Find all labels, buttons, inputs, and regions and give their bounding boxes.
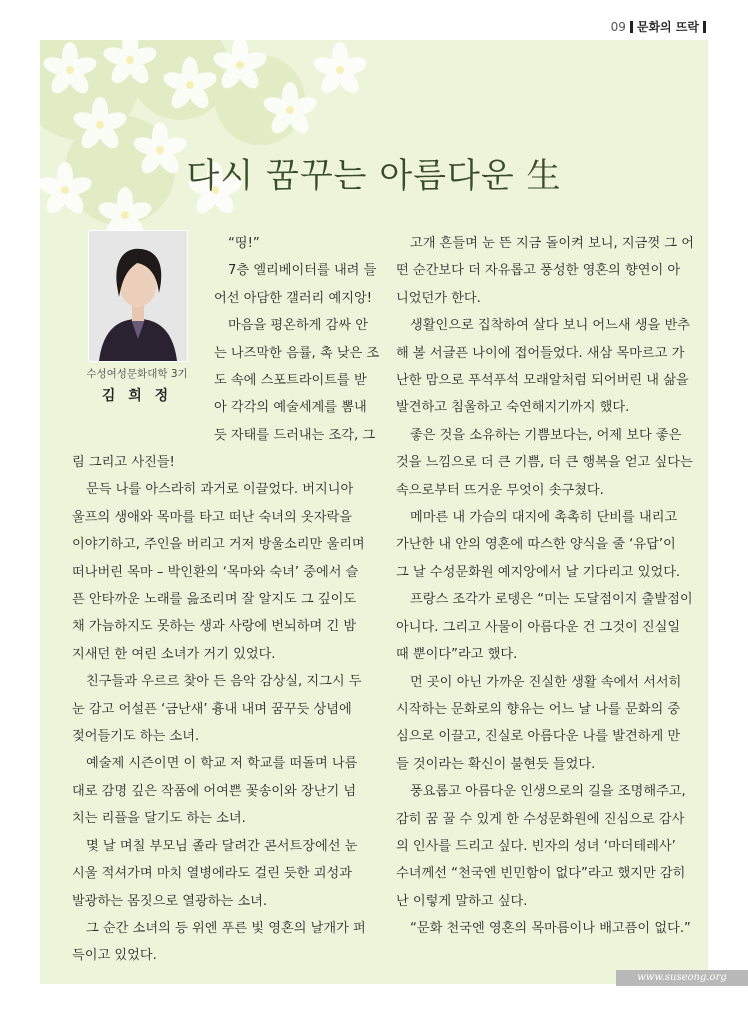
author-photo [88, 230, 188, 362]
text-line: 픈 안타까운 노래를 읊조리며 잘 알지도 그 깊이도 [72, 592, 357, 608]
text-line: 메마른 내 가슴의 대지에 촉촉히 단비를 내리고 [410, 510, 678, 526]
text-line: 떠나버린 목마 – 박인환의 ‘목마와 숙녀’ 중에서 슬 [72, 564, 359, 580]
text-line: 것을 느낌으로 더 큰 기쁨, 더 큰 행복을 얻고 싶다는 [396, 455, 693, 471]
article-title: 다시 꿈꾸는 아름다운 生 [186, 156, 562, 196]
text-line: 림 그리고 사진들! [72, 455, 175, 470]
text-line: 난 이렇게 말하고 싶다. [396, 893, 528, 909]
text-line: 생활인으로 집착하여 살다 보니 어느새 생을 반추 [410, 318, 690, 334]
text-line: 수녀께선 “천국엔 빈민함이 없다”라고 했지만 감히 [396, 866, 686, 882]
text-line: 먼 곳이 아닌 가까운 진실한 생활 속에서 서서히 [410, 674, 682, 690]
text-line: 니었던가 한다. [396, 290, 481, 306]
text-line: 아 각각의 예술세계를 뽐내 [214, 400, 367, 416]
article-column-left [72, 449, 366, 970]
text-line: 풍요롭고 아름다운 인생으로의 길을 조명해주고, [410, 784, 686, 800]
text-line: “문화 천국엔 영혼의 목마름이나 배고픔이 없다.” [410, 921, 691, 937]
text-line: 고개 흔들며 눈 뜬 지금 돌이켜 보니, 지금껏 그 어 [410, 236, 694, 251]
author-name: 김 희 정 [101, 388, 173, 404]
text-line: 듯 자태를 드러내는 조각, 그 [214, 427, 376, 443]
text-line: 친구들과 우르르 찾아 든 음악 감상실, 지그시 두 [86, 674, 362, 690]
page-header [611, 18, 706, 35]
text-line: 감히 꿈 꿀 수 있게 한 수성문화원에 진심으로 감사 [396, 811, 685, 827]
divider-bar [630, 21, 633, 33]
text-line: 눈 감고 어설픈 ‘금난새’ 흉내 내며 꿈꾸듯 상념에 [72, 701, 352, 717]
text-line: 대로 감명 깊은 작품에 어여쁜 꽃송이와 장난기 넘 [72, 783, 357, 799]
author-caption [78, 366, 196, 405]
author-affiliation: 수성여성문화대학 3기 [86, 368, 188, 380]
text-line: 젖어들기도 하는 소녀. [72, 729, 200, 745]
text-line: 몇 날 며칠 부모님 졸라 달려간 콘서트장에선 눈 [86, 838, 358, 854]
text-line: 는 나즈막한 음률, 촉 낮은 조 [214, 345, 380, 361]
article-column-left-top [214, 230, 380, 449]
text-line: 7층 엘리베이터를 내려 들 [228, 263, 377, 279]
text-line: 아니다. 그리고 사물이 아름다운 건 그것이 진실일 [396, 619, 681, 635]
text-line: 치는 리플을 달기도 하는 소녀. [72, 811, 246, 827]
text-line: 들 것이라는 확신이 불현듯 들었다. [396, 756, 596, 772]
text-line: 문득 나를 아스라히 과거로 이끌었다. 버지니아 [86, 482, 354, 498]
page-number: 09 [610, 19, 626, 34]
text-line: 울프의 생애와 목마를 타고 떠난 숙녀의 옷자락을 [72, 509, 352, 525]
text-line: 의 인사를 드리고 싶다. 빈자의 성녀 ‘마더테레사’ [396, 838, 676, 854]
text-line: 발광하는 몸짓으로 열광하는 소녀. [72, 893, 268, 909]
text-line: 심으로 이끌고, 진실로 아름다운 나를 발견하게 만 [396, 729, 681, 745]
section-title: 문화의 뜨락 [636, 20, 699, 34]
text-line: 시울 적셔가며 마치 열병에라도 걸린 듯한 괴성과 [72, 866, 352, 882]
footer-url: www.suseong.org [616, 970, 748, 986]
divider-bar [703, 21, 706, 33]
text-line: 마음을 평온하게 감싸 안 [228, 318, 368, 334]
text-line: “띵!” [228, 236, 260, 251]
text-line: 좋은 것을 소유하는 기쁨보다는, 어제 보다 좋은 [410, 427, 682, 443]
text-line: 어선 아담한 갤러리 예지앙! [214, 290, 372, 306]
text-line: 해 볼 서글픈 나이에 접어들었다. 새삼 목마르고 가 [396, 345, 685, 361]
text-line: 도 속에 스포트라이트를 받 [214, 373, 367, 389]
text-line: 시작하는 문화로의 향유는 어느 날 나를 문화의 중 [396, 701, 681, 717]
text-line: 때 뿐이다”라고 했다. [396, 647, 518, 663]
text-line: 프랑스 조각가 로뎅은 “미는 도달점이지 출발점이 [410, 592, 693, 608]
text-line: 떤 순간보다 더 자유롭고 풍성한 영혼의 향연이 아 [396, 263, 681, 279]
article-column-right [396, 230, 694, 943]
text-line: 지새던 한 여린 소녀가 거기 있었다. [72, 646, 276, 662]
text-line: 예술제 시즌이면 이 학교 저 학교를 떠돌며 나름 [86, 756, 358, 772]
text-line: 그 순간 소녀의 등 위엔 푸른 빛 영혼의 날개가 퍼 [86, 920, 366, 936]
text-line: 속으로부터 뜨거운 무엇이 솟구쳤다. [396, 482, 604, 498]
text-line: 난한 맘으로 푸석푸석 모래알처럼 되어버린 내 삶을 [396, 373, 689, 389]
article-panel [40, 40, 708, 984]
text-line: 가난한 내 안의 영혼에 따스한 양식을 줄 ‘유답’이 [396, 537, 676, 553]
text-line: 발견하고 침울하고 숙연해지기까지 했다. [396, 400, 630, 416]
text-line: 채 가늠하지도 못하는 생과 사랑에 번뇌하며 긴 밤 [72, 619, 357, 635]
text-line: 득이고 있었다. [72, 948, 157, 964]
text-line: 그 날 수성문화원 예지앙에서 날 기다리고 있었다. [396, 564, 681, 580]
text-line: 이야기하고, 주인을 버리고 거저 방울소리만 울리며 [72, 537, 365, 553]
